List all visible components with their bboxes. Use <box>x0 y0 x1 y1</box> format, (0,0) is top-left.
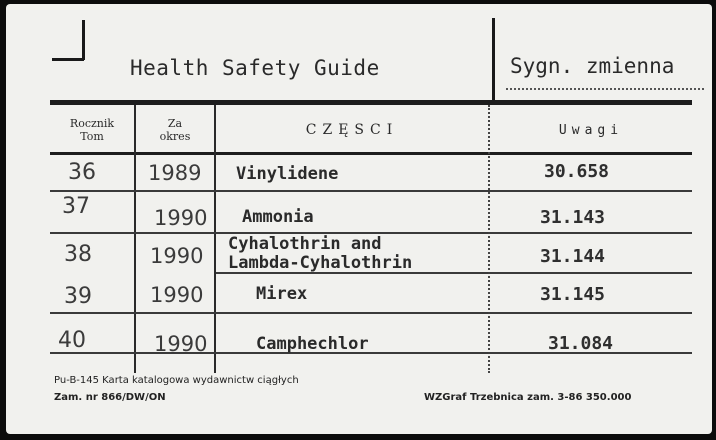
table-header-rule <box>50 152 692 155</box>
header-czesci: CZĘSCI <box>305 122 399 138</box>
row-4-okres: 1990 <box>150 283 204 307</box>
header-za-line1: Za <box>167 117 183 130</box>
row-3-okres: 1990 <box>150 244 204 268</box>
header-okres <box>136 108 214 152</box>
row-3-czesc-line2: Lambda-Cyhalothrin <box>228 253 413 273</box>
row-4-czesc: Mirex <box>256 284 308 304</box>
printer-imprint: WZGraf Trzebnica zam. 3-86 350.000 <box>424 392 632 403</box>
row-5-okres: 1990 <box>154 332 208 356</box>
row-3-uwagi: 31.144 <box>540 246 606 267</box>
row-4-uwagi: 31.145 <box>540 284 606 305</box>
catalog-card <box>6 4 712 434</box>
table-top-rule <box>50 100 692 105</box>
row-2-czesc: Ammonia <box>242 207 314 227</box>
row-1-rocznik: 36 <box>68 160 96 185</box>
row-divider <box>50 312 692 314</box>
form-number: Pu-B-145 Karta katalogowa wydawnictw ciągłych <box>54 375 299 386</box>
row-3-czesc-line1: Cyhalothrin and <box>228 234 382 254</box>
row-1-uwagi: 30.658 <box>544 161 610 182</box>
signature-label: Sygn. zmienna <box>510 54 675 78</box>
order-number: Zam. nr 866/DW/ON <box>54 392 166 403</box>
row-4-rocznik: 39 <box>64 284 92 309</box>
header-uwagi: Uwagi <box>558 122 624 138</box>
row-3-rocznik: 38 <box>64 242 92 267</box>
header-rocznik-line2: Tom <box>80 130 104 143</box>
signature-divider <box>492 18 495 104</box>
header-za-line2: okres <box>159 130 191 143</box>
signature-field-line <box>506 88 704 90</box>
row-1-okres: 1989 <box>148 161 202 185</box>
row-2-rocznik: 37 <box>62 194 90 219</box>
header-rocznik-line1: Rocznik <box>69 117 115 130</box>
header-rocznik <box>50 108 134 152</box>
row-2-okres: 1990 <box>154 206 208 230</box>
corner-mark-horizontal <box>52 58 84 61</box>
card-title: Health Safety Guide <box>130 56 380 80</box>
row-5-rocznik: 40 <box>58 328 86 353</box>
row-1-czesc: Vinylidene <box>236 164 339 184</box>
row-divider <box>50 190 692 192</box>
row-5-czesc: Camphechlor <box>256 334 369 354</box>
row-2-uwagi: 31.143 <box>540 207 606 228</box>
row-5-uwagi: 31.084 <box>548 333 614 354</box>
corner-mark-vertical <box>82 20 85 60</box>
